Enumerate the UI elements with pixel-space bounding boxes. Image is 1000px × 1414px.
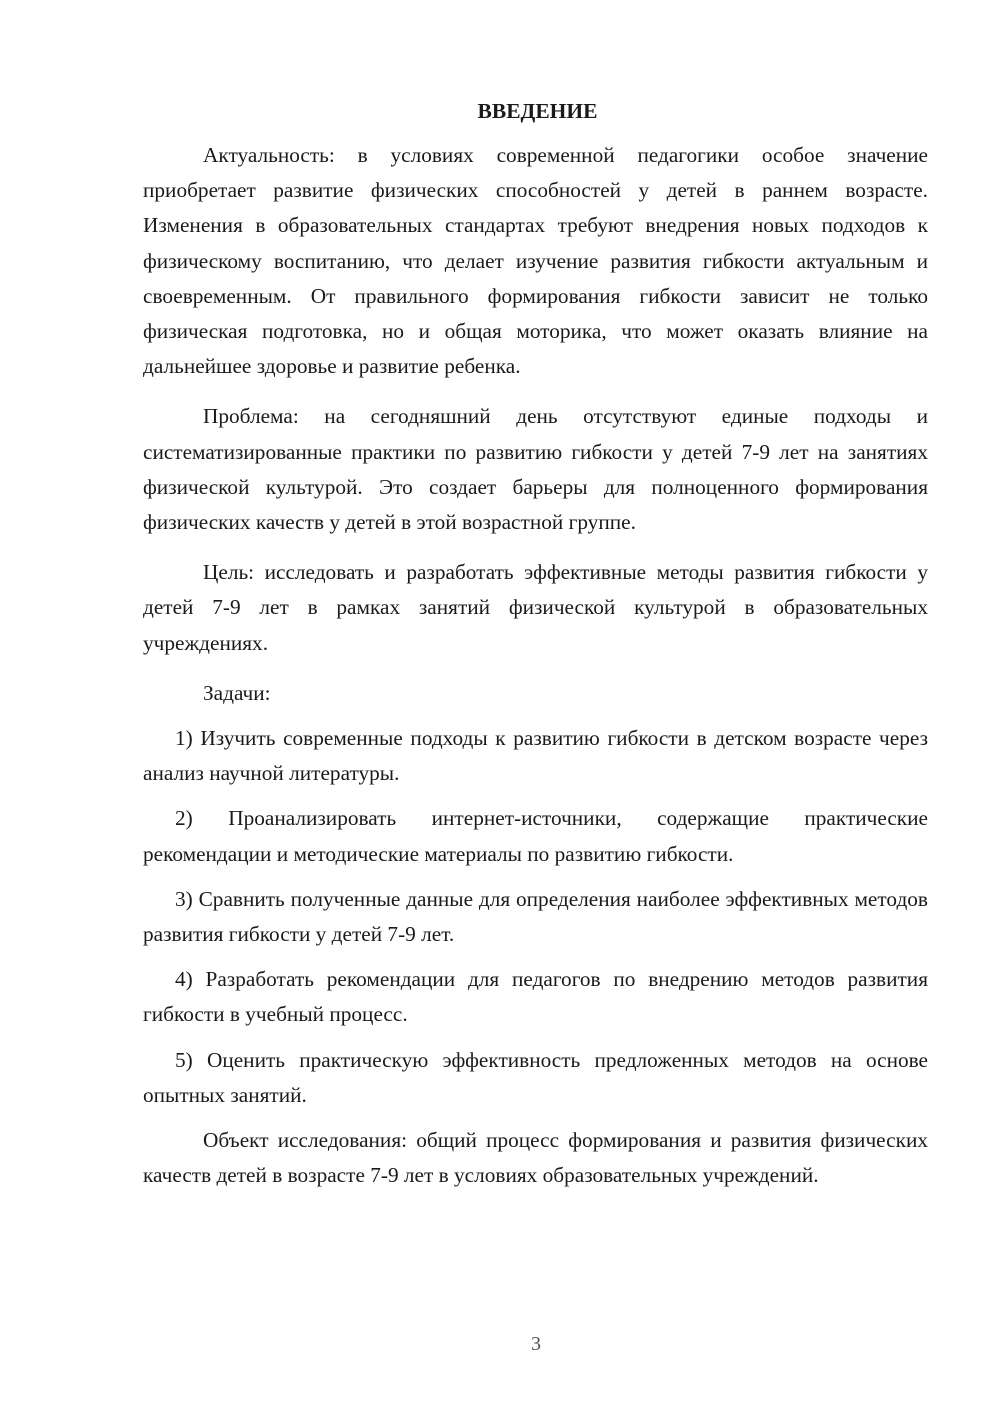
goal-paragraph: Цель: исследовать и разработать эффективные методы развития гибкости у детей 7-9 лет в рамках занятий физической культурой в образовательных учреждениях. — [143, 560, 928, 655]
section-heading: ВВЕДЕНИЕ — [477, 99, 598, 123]
task-item: 1) Изучить современные подходы к развитию гибкости в детском возрасте через анализ научной литературы. — [143, 726, 928, 786]
task-item: 4) Разработать рекомендации для педагогов по внедрению методов развития гибкости в учебный процесс. — [143, 967, 928, 1027]
task-item: 2) Проанализировать интернет-источники, содержащие практические рекомендации и методические материалы по развитию гибкости. — [143, 806, 928, 866]
page-content — [143, 96, 928, 1208]
task-item: 3) Сравнить полученные данные для определения наиболее эффективных методов развития гибкости у детей 7-9 лет. — [143, 886, 928, 947]
task-item: 5) Оценить практическую эффективность предложенных методов на основе опытных занятий. — [143, 1047, 928, 1107]
object-paragraph: Объект исследования: общий процесс формирования и развития физических качеств детей в возрасте 7-9 лет в условиях образовательных учреждений. — [143, 1128, 928, 1188]
relevance-paragraph: Актуальность: в условиях современной педагогики особое значение приобретает развитие физических способностей у детей в раннем возрасте. Изменения в образовательных стандартах требуют внедрения новых подходов к физическому воспитанию, что делает изучение развития гибкости актуальным и своевременным. От правильного формирования гибкости зависит не только физическая подготовка, но и общая моторика, что может оказать влияние на дальнейшее здоровье и развитие ребенка. — [143, 143, 928, 379]
problem-paragraph: Проблема: на сегодняшний день отсутствуют единые подходы и систематизированные практики по развитию гибкости у детей 7-9 лет на занятиях физической культурой. Это создает барьеры для полноценного формирования физических качеств у детей в этой возрастной группе. — [143, 404, 928, 535]
page-number: 3 — [531, 1333, 541, 1355]
tasks-title: Задачи: — [203, 680, 271, 705]
